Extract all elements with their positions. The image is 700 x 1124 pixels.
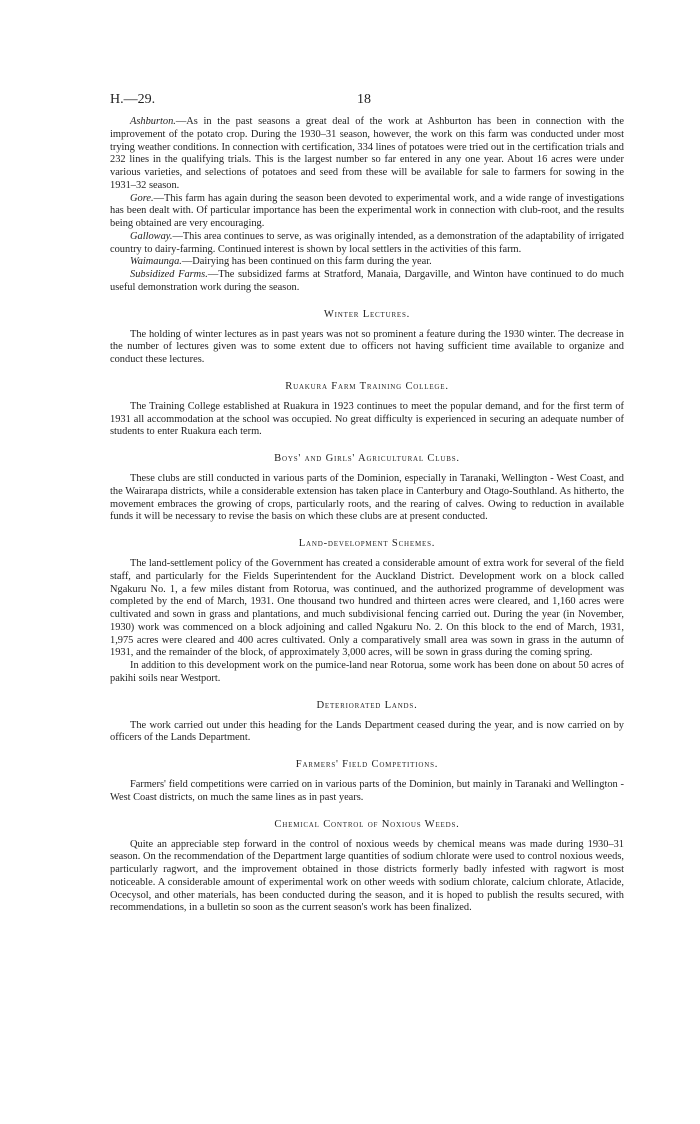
document-body bbox=[110, 116, 624, 915]
paragraph-lead: Subsidized Farms. bbox=[130, 269, 208, 280]
section-land-development-schemes bbox=[110, 524, 624, 686]
paragraph-text: —This area continues to serve, as was originally intended, as a demonstration of the adaptability of irrigated country to dairy-farming. Continued interest is shown by local settlers in the activities of this farm. bbox=[110, 230, 624, 255]
page-number: 18 bbox=[357, 92, 371, 107]
section-heading: Boys' and Girls' Agricultural Clubs. bbox=[274, 453, 460, 464]
document-page bbox=[110, 92, 624, 915]
paragraph bbox=[110, 329, 624, 367]
paragraph-lead: Gore. bbox=[130, 192, 154, 204]
paragraph bbox=[110, 256, 624, 269]
paragraph-text: These clubs are still conducted in various parts of the Dominion, especially in Taranaki, Wellington - West Coast, and the Wairarapa districts, while a considerable extension has taken place in Canterbury and Otago-Southland. As hitherto, the movement embraces the growing of crops, particularly roots, and the rearing of calves. Owing to reduction in available funds it will be necessary to revise the basis on which these clubs are at present conducted. bbox=[110, 473, 624, 523]
paragraph bbox=[110, 473, 624, 524]
section-deteriorated-lands bbox=[110, 686, 624, 746]
section-boys-and-girls-agricultural-clubs bbox=[110, 439, 624, 524]
paragraph-text: The work carried out under this heading for the Lands Department ceased during the year, and is now carried on by officers of the Lands Department. bbox=[110, 719, 624, 744]
paragraph-text: In addition to this development work on the pumice-land near Rotorua, some work has been done on about 50 acres of pakihi soils near Westport. bbox=[110, 660, 624, 684]
paragraph bbox=[110, 401, 624, 439]
section-heading: Land-development Schemes. bbox=[298, 538, 436, 549]
paragraph bbox=[110, 269, 624, 295]
paragraph bbox=[110, 839, 624, 916]
paragraph-text: The Training College established at Ruakura in 1923 continues to meet the popular demand, and for the first term of 1931 all accommodation at the school was occupied. No great difficulty is experienced in securing an adequate number of students to enter Ruakura each term. bbox=[110, 400, 624, 438]
paragraph bbox=[110, 660, 624, 686]
section-winter-lectures bbox=[110, 295, 624, 367]
section-heading: Chemical Control of Noxious Weeds. bbox=[274, 818, 460, 830]
section-heading: Ruakura Farm Training College. bbox=[285, 380, 449, 392]
section-heading: Farmers' Field Competitions. bbox=[295, 759, 439, 770]
paragraph bbox=[110, 193, 624, 231]
section-chemical-control-of-noxious-weeds bbox=[110, 805, 624, 916]
paragraph-text: —As in the past seasons a great deal of the work at Ashburton has been in connection with the improvement of the potato crop. During the 1930–31 season, however, the work on this farm was conducted under most trying weather conditions. In connection with certification, 334 lines of potatoes were tried out in the certification trials and 232 lines in the qualifying trials. This is the largest number so far entered in any one year. About 16 acres were under various varieties, and selections of potatoes and seed from these will be available for sale to farmers for sowing in the 1931–32 season. bbox=[110, 116, 624, 191]
paragraph bbox=[110, 779, 624, 805]
section-farmers-field-competitions bbox=[110, 745, 624, 805]
section-heading: Deteriorated Lands. bbox=[316, 699, 418, 711]
page-header bbox=[110, 92, 624, 116]
report-reference: H.—29. bbox=[110, 92, 156, 107]
paragraph-text: —This farm has again during the season been devoted to experimental work, and a wide range of investigations has been dealt with. Of particular importance has been the experimental work in connection with club-root, and the results being obtained are very encouraging. bbox=[110, 192, 624, 229]
paragraph bbox=[110, 720, 624, 746]
paragraph-text: Farmers' field competitions were carried on in various parts of the Dominion, but mainly in Taranaki and Wellington - West Coast districts, on much the same lines as in past years. bbox=[110, 779, 624, 803]
paragraph-text: —The subsidized farms at Stratford, Manaia, Dargaville, and Winton have continued to do much useful demonstration work during the season. bbox=[110, 269, 624, 293]
paragraph bbox=[110, 116, 624, 193]
section-heading: Winter Lectures. bbox=[323, 308, 411, 320]
paragraph-lead: Galloway. bbox=[130, 230, 173, 242]
paragraph-text: —Dairying has been continued on this farm during the year. bbox=[181, 256, 432, 268]
paragraph bbox=[110, 231, 624, 257]
paragraph-lead: Ashburton. bbox=[130, 116, 176, 127]
section-ruakura-farm-training-college bbox=[110, 367, 624, 439]
paragraph-text: The land-settlement policy of the Government has created a considerable amount of extra work for several of the field staff, and particularly for the Fields Superintendent for the Auckland District. Development work on a block called Ngakuru No. 1, a few miles distant from Rotorua, was continued, and the authorized programme of development was completed by the end of March, 1931. One thousand two hundred and thirteen acres were cleared, and 1,160 acres were cultivated and sown in grass and plantations, and much subdivisional fencing carried out. During the year (in November, 1930) work was commenced on a block adjoining and called Ngakuru No. 2. On this block to the end of March, 1931, 1,975 acres were cleared and 400 acres cultivated. Only a comparatively small area was sown in grass in the autumn of 1931, and the remainder of the block, of approximately 3,000 acres, will be sown in grass during the coming spring. bbox=[110, 558, 624, 659]
paragraph-text: Quite an appreciable step forward in the control of noxious weeds by chemical means was made during 1930–31 season. On the recommendation of the Department large quantities of sodium chlorate were used to control noxious weeds, particularly ragwort, and the improvement obtained in those districts formerly badly infested with ragwort is most noticeable. A considerable amount of experimental work on other weeds with sodium chlorate, calcium chlorate, Atlacide, Ocecysol, and other materials, has been conducted during the season, and it is hoped to publish the results secured, with recommendations, in a bulletin so soon as the current season's work has been finalized. bbox=[110, 838, 624, 914]
paragraph bbox=[110, 558, 624, 660]
paragraph-lead: Waimaunga. bbox=[130, 256, 182, 268]
paragraph-text: The holding of winter lectures as in past years was not so prominent a feature during the 1930 winter. The decrease in the number of lectures given was to some extent due to officers not having sufficient time available to organize and conduct these lectures. bbox=[110, 328, 624, 365]
section-farm-reports bbox=[110, 116, 624, 295]
